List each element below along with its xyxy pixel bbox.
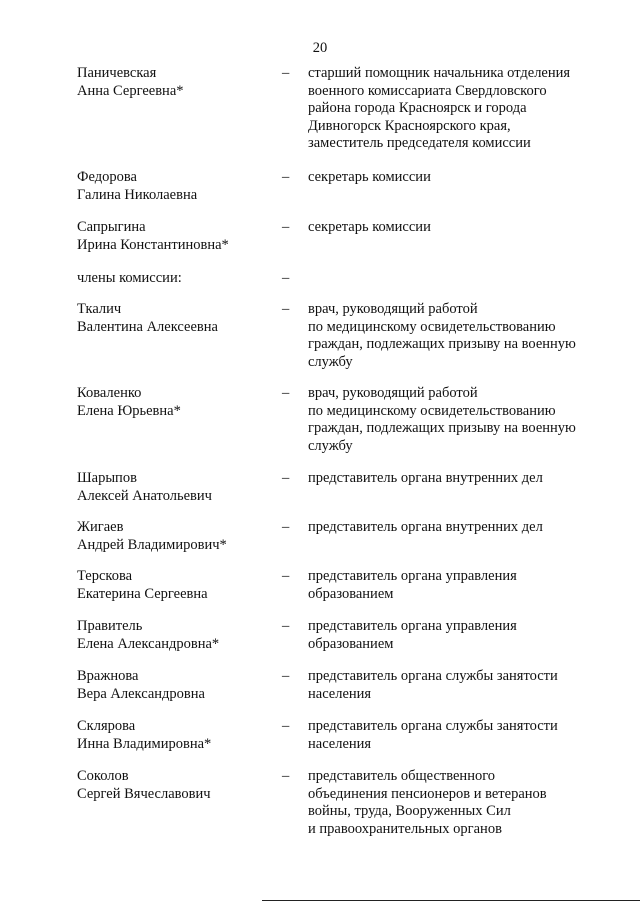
- member-role-line: военного комиссариата Свердловского: [308, 82, 547, 99]
- member-given-name: Алексей Анатольевич: [77, 487, 212, 504]
- member-surname: Федорова: [77, 169, 137, 185]
- member-surname: Правитель: [77, 618, 143, 634]
- member-name: [77, 270, 272, 288]
- member-role: [308, 385, 608, 455]
- member-role: [308, 519, 608, 537]
- member-name: [77, 519, 272, 554]
- member-role-line: граждан, подлежащих призыву на военную: [308, 420, 576, 437]
- member-role: [308, 668, 608, 703]
- separator-dash: –: [282, 65, 290, 81]
- member-given-name: Анна Сергеевна*: [77, 82, 184, 99]
- separator-dash: –: [282, 519, 290, 535]
- member-role-line: объединения пенсионеров и ветеранов: [308, 785, 547, 802]
- separator-dash: –: [282, 169, 290, 185]
- member-given-name: Вера Александровна: [77, 685, 205, 702]
- member-name: [77, 169, 272, 204]
- member-role-line: представитель органа службы занятости: [308, 668, 558, 684]
- member-role-line: секретарь комиссии: [308, 169, 431, 185]
- bottom-rule: [262, 900, 640, 901]
- member-role-line: населения: [308, 735, 372, 752]
- separator-dash: –: [282, 668, 290, 684]
- member-role: [308, 568, 608, 603]
- separator-dash: –: [282, 301, 290, 317]
- member-role-line: врач, руководящий работой: [308, 301, 478, 317]
- separator-dash: –: [282, 219, 290, 235]
- separator-dash: –: [282, 270, 290, 286]
- member-surname: Шарыпов: [77, 470, 137, 486]
- member-name: [77, 668, 272, 703]
- member-surname: Склярова: [77, 718, 136, 734]
- member-surname: Жигаев: [77, 519, 124, 535]
- member-role-line: Дивногорск Красноярского края,: [308, 117, 511, 134]
- member-role-line: района города Красноярск и города: [308, 100, 527, 117]
- member-given-name: Елена Юрьевна*: [77, 402, 181, 419]
- member-given-name: Екатерина Сергеевна: [77, 585, 208, 602]
- member-role-line: заместитель председателя комиссии: [308, 135, 531, 152]
- member-name: [77, 768, 272, 803]
- separator-dash: –: [282, 718, 290, 734]
- member-name: [77, 301, 272, 336]
- member-given-name: Инна Владимировна*: [77, 735, 212, 752]
- member-surname: Вражнова: [77, 668, 139, 684]
- member-given-name: Валентина Алексеевна: [77, 318, 218, 335]
- member-role: [308, 169, 608, 187]
- member-role-line: по медицинскому освидетельствованию: [308, 402, 556, 419]
- member-role-line: представитель органа управления: [308, 568, 517, 584]
- member-name: [77, 568, 272, 603]
- member-surname: Коваленко: [77, 385, 142, 401]
- member-role-line: населения: [308, 685, 372, 702]
- member-name: [77, 470, 272, 505]
- separator-dash: –: [282, 768, 290, 784]
- member-role-line: по медицинскому освидетельствованию: [308, 318, 556, 335]
- member-role-line: представитель органа службы занятости: [308, 718, 558, 734]
- member-role-line: представитель органа управления: [308, 618, 517, 634]
- member-role-line: представитель общественного: [308, 768, 496, 784]
- member-surname: члены комиссии:: [77, 270, 182, 286]
- member-role-line: представитель органа внутренних дел: [308, 470, 543, 486]
- member-role-line: службу: [308, 437, 353, 454]
- member-given-name: Ирина Константиновна*: [77, 236, 229, 253]
- member-role-line: и правоохранительных органов: [308, 820, 502, 837]
- member-role-line: секретарь комиссии: [308, 219, 431, 235]
- member-surname: Терскова: [77, 568, 133, 584]
- member-name: [77, 385, 272, 420]
- member-role: [308, 470, 608, 488]
- separator-dash: –: [282, 470, 290, 486]
- member-surname: Соколов: [77, 768, 129, 784]
- member-role-line: войны, труда, Вооруженных Сил: [308, 803, 511, 820]
- page-number: 20: [312, 40, 328, 56]
- member-surname: Паничевская: [77, 65, 157, 81]
- member-name: [77, 219, 272, 254]
- member-role: [308, 219, 608, 237]
- member-name: [77, 65, 272, 100]
- member-role: [308, 65, 608, 153]
- member-role: [308, 618, 608, 653]
- member-given-name: Андрей Владимирович*: [77, 536, 227, 553]
- member-role-line: образованием: [308, 585, 394, 602]
- member-role: [308, 718, 608, 753]
- member-surname: Ткалич: [77, 301, 122, 317]
- member-role-line: старший помощник начальника отделения: [308, 65, 571, 81]
- member-surname: Сапрыгина: [77, 219, 146, 235]
- member-role: [308, 301, 608, 371]
- member-given-name: Елена Александровна*: [77, 635, 220, 652]
- member-role-line: службу: [308, 353, 353, 370]
- member-name: [77, 718, 272, 753]
- separator-dash: –: [282, 385, 290, 401]
- separator-dash: –: [282, 618, 290, 634]
- member-role: [308, 768, 608, 838]
- member-name: [77, 618, 272, 653]
- member-role-line: граждан, подлежащих призыву на военную: [308, 336, 576, 353]
- member-given-name: Галина Николаевна: [77, 186, 198, 203]
- member-given-name: Сергей Вячеславович: [77, 785, 211, 802]
- separator-dash: –: [282, 568, 290, 584]
- member-role-line: представитель органа внутренних дел: [308, 519, 543, 535]
- member-role-line: врач, руководящий работой: [308, 385, 478, 401]
- member-role-line: образованием: [308, 635, 394, 652]
